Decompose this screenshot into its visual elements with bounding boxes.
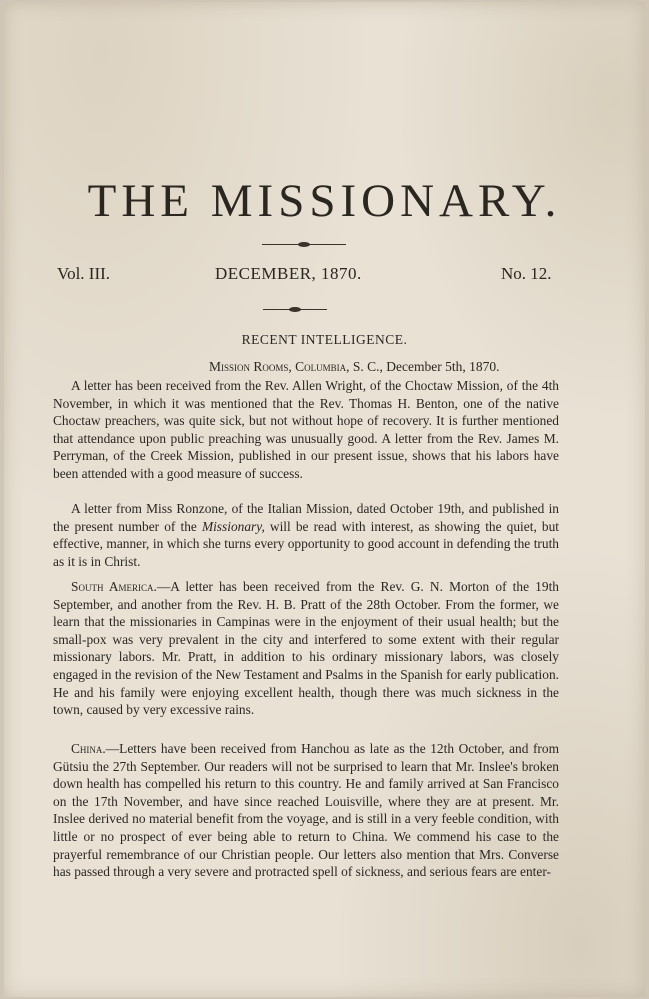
section-ornament-rule	[263, 307, 327, 313]
paragraph-text: A letter has been received from the Rev. Allen Wright, of the Choctaw Mission, of the 4th November, in which it was mentioned that the Rev. Thomas H. Benton, one of the native Choctaw preachers, was quite sick, but not without hope of recovery. It is further mentioned that attendance upon public preaching was unusually good. A letter from the Rev. James M. Perryman, of the Creek Mission, published in our present issue, shows that his labors have been attended with a good measure of success.	[53, 378, 559, 481]
masthead-ornament-rule	[262, 242, 346, 248]
issue-number: No. 12.	[501, 264, 552, 283]
paragraph-lead: China.	[71, 741, 106, 756]
section-heading: RECENT INTELLIGENCE.	[241, 332, 408, 347]
paragraph-text: A letter from Miss Ronzone, of the Italian Mission, dated October 19th, and published in the present number of the	[53, 501, 559, 534]
issue-line	[4, 264, 645, 286]
paragraph-choctaw	[53, 377, 559, 483]
issue-date: DECEMBER, 1870.	[215, 264, 362, 283]
volume-number: Vol. III.	[57, 264, 111, 283]
dateline-date: December 5th, 1870.	[386, 359, 500, 374]
newspaper-page	[4, 2, 645, 997]
dateline	[209, 359, 500, 375]
paragraph-south-america	[53, 578, 559, 719]
paragraph-china	[53, 740, 559, 881]
paragraph-text: —Letters have been received from Hanchou as late as the 12th October, and from Gütsiu the 27th September. Our readers will not be surprised to learn that Mr. Inslee's broken down health has compelled his return to this country. He and family arrived at San Francisco on the 17th November, and have since reached Louisville, where they are at present. Mr. Inslee derived no material benefit from the voyage, and is still in a very feeble condition, with little or no prospect of ever being able to return to China. We commend his case to the prayerful remembrance of our Christian people. Our letters also mention that Mrs. Converse has passed through a very severe and protracted spell of sickness, and serious fears are enter-	[53, 741, 559, 880]
publication-name: Missionary,	[201, 518, 265, 534]
dateline-place: Mission Rooms, Columbia, S. C.,	[209, 359, 383, 374]
masthead-title: THE MISSIONARY.	[87, 175, 562, 227]
paragraph-lead: South America.	[71, 579, 157, 594]
paragraph-text: —A letter has been received from the Rev. G. N. Morton of the 19th September, and another from the Rev. H. B. Pratt of the 28th October. From the former, we learn that the missionaries in Campinas were in the enjoyment of their usual health; but the small-pox was very prevalent in the city and interfered to some extent with their regular missionary labors. Mr. Pratt, in addition to his ordinary missionary labors, was closely engaged in the revision of the New Testament and Psalms in the Spanish for early publication. He and his family were enjoying excellent health, though there was much sickness in the town, caused by very excessive rains.	[53, 579, 559, 718]
paragraph-italian	[53, 500, 559, 570]
paragraph-text: will be read with interest, as showing the quiet, but effective, manner, in which she turns every opportunity to good account in defending the truth as it is in Christ.	[53, 518, 559, 569]
